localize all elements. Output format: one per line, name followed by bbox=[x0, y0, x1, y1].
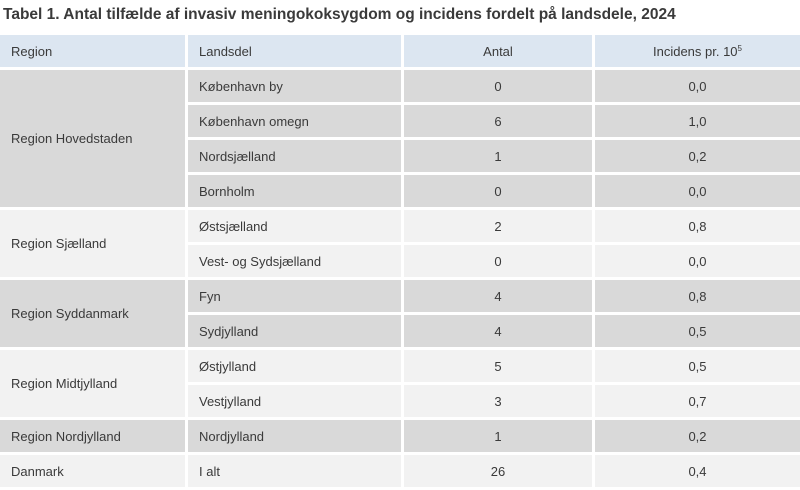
region-cell: Region Nordjylland bbox=[0, 420, 188, 452]
landsdel-cell: Bornholm bbox=[188, 175, 404, 207]
landsdel-cell: Vest- og Sydsjælland bbox=[188, 245, 404, 277]
incidens-cell: 0,0 bbox=[595, 175, 800, 207]
table-row bbox=[0, 420, 800, 452]
antal-cell: 1 bbox=[404, 420, 595, 452]
table-title: Tabel 1. Antal tilfælde af invasiv meningokoksygdom og incidens fordelt på landsdele, 2024 bbox=[3, 6, 676, 23]
antal-cell: 4 bbox=[404, 280, 595, 312]
landsdel-cell: Fyn bbox=[188, 280, 404, 312]
incidens-cell: 0,8 bbox=[595, 210, 800, 242]
antal-cell: 5 bbox=[404, 350, 595, 382]
landsdel-cell: Nordjylland bbox=[188, 420, 404, 452]
incidens-cell: 0,2 bbox=[595, 420, 800, 452]
header-incidens-exponent: 5 bbox=[737, 43, 742, 53]
table-body bbox=[0, 70, 800, 487]
region-cell: Region Sjælland bbox=[0, 210, 188, 277]
incidens-cell: 0,0 bbox=[595, 70, 800, 102]
table-row bbox=[0, 210, 800, 242]
incidens-cell: 0,0 bbox=[595, 245, 800, 277]
antal-cell: 4 bbox=[404, 315, 595, 347]
header-incidens bbox=[595, 35, 800, 67]
incidence-table bbox=[0, 32, 800, 490]
landsdel-cell: Vestjylland bbox=[188, 385, 404, 417]
region-cell: Danmark bbox=[0, 455, 188, 487]
region-cell: Region Syddanmark bbox=[0, 280, 188, 347]
antal-cell: 26 bbox=[404, 455, 595, 487]
table-row bbox=[0, 280, 800, 312]
landsdel-cell: København by bbox=[188, 70, 404, 102]
antal-cell: 3 bbox=[404, 385, 595, 417]
antal-cell: 0 bbox=[404, 245, 595, 277]
header-row bbox=[0, 35, 800, 67]
antal-cell: 2 bbox=[404, 210, 595, 242]
antal-cell: 0 bbox=[404, 175, 595, 207]
header-landsdel: Landsdel bbox=[188, 35, 404, 67]
incidens-cell: 0,8 bbox=[595, 280, 800, 312]
antal-cell: 6 bbox=[404, 105, 595, 137]
antal-cell: 0 bbox=[404, 70, 595, 102]
landsdel-cell: Østsjælland bbox=[188, 210, 404, 242]
landsdel-cell: I alt bbox=[188, 455, 404, 487]
incidens-cell: 1,0 bbox=[595, 105, 800, 137]
landsdel-cell: København omegn bbox=[188, 105, 404, 137]
region-cell: Region Midtjylland bbox=[0, 350, 188, 417]
incidens-cell: 0,5 bbox=[595, 315, 800, 347]
table-row bbox=[0, 455, 800, 487]
landsdel-cell: Sydjylland bbox=[188, 315, 404, 347]
table-row bbox=[0, 350, 800, 382]
incidens-cell: 0,5 bbox=[595, 350, 800, 382]
antal-cell: 1 bbox=[404, 140, 595, 172]
incidens-cell: 0,4 bbox=[595, 455, 800, 487]
header-antal: Antal bbox=[404, 35, 595, 67]
incidens-cell: 0,7 bbox=[595, 385, 800, 417]
header-region: Region bbox=[0, 35, 188, 67]
landsdel-cell: Nordsjælland bbox=[188, 140, 404, 172]
table-row bbox=[0, 70, 800, 102]
incidens-cell: 0,2 bbox=[595, 140, 800, 172]
region-cell: Region Hovedstaden bbox=[0, 70, 188, 207]
landsdel-cell: Østjylland bbox=[188, 350, 404, 382]
header-incidens-label: Incidens pr. 10 bbox=[652, 43, 738, 59]
